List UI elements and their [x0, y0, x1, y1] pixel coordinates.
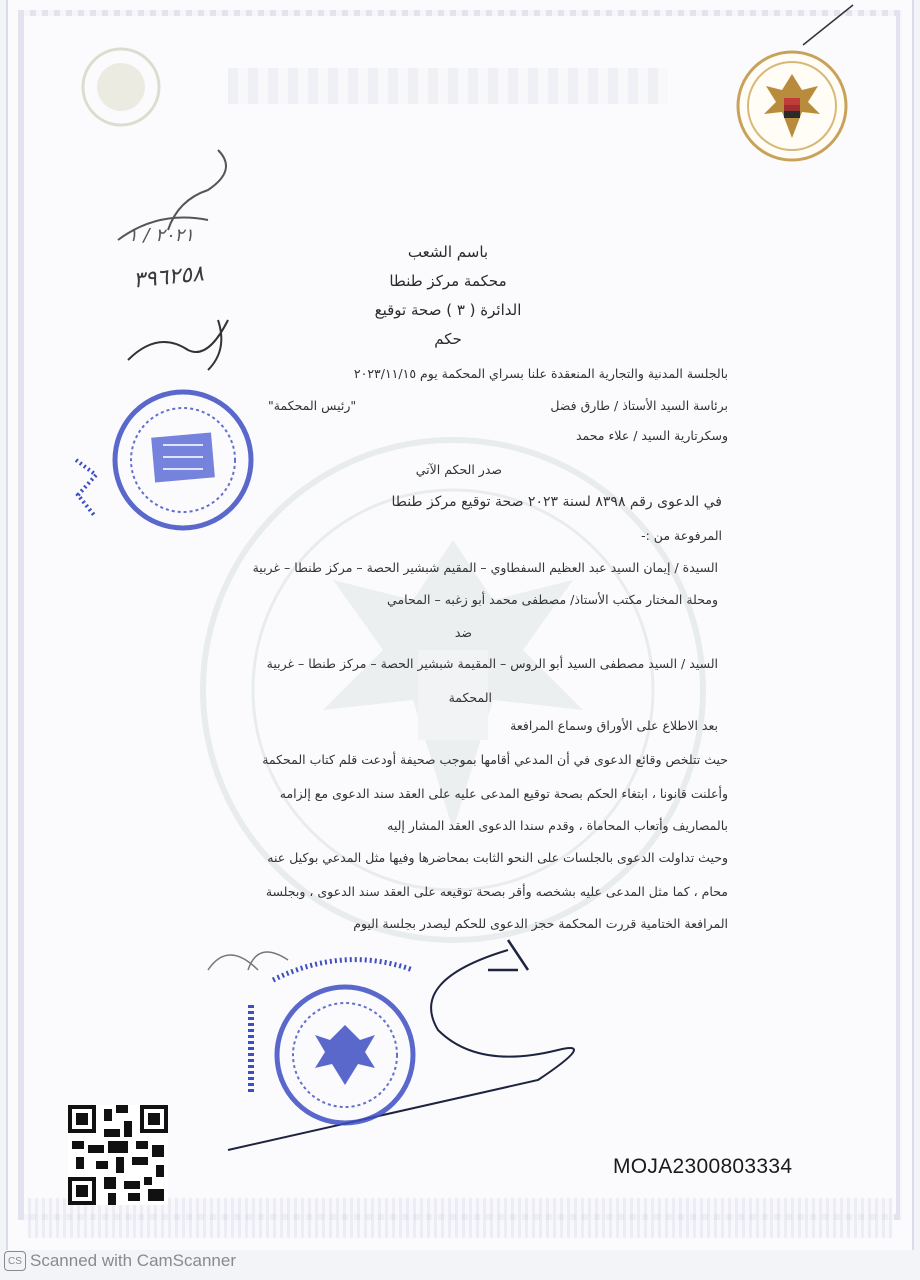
document-id: MOJA2300803334 — [613, 1155, 793, 1178]
defendant-line: السيد / السيد مصطفى السيد أبو الروس – المقيمة شبشير الحصة – مركز طنطا – غربية — [266, 656, 718, 671]
facts-line-4: وحيث تداولت الدعوى بالجلسات على النحو الثابت بمحاضرها وفيها مثل المدعي بوكيل عنه — [267, 850, 728, 865]
circuit-line: الدائرة ( ٣ ) صحة توقيع — [374, 301, 522, 319]
handwritten-number: ٣٩٦٢٥٨ — [131, 261, 206, 294]
ruling-heading: حكم — [434, 330, 462, 348]
secretary-line: وسكرتارية السيد / علاء محمد — [575, 428, 728, 443]
issued-line: صدر الحكم الآتي — [415, 462, 502, 477]
facts-line-2: وأعلنت قانونا ، ابتغاء الحكم بصحة توقيع المدعى عليه على العقد سند الدعوى مع إلزامه — [279, 786, 728, 801]
stamp-smudge-icon — [66, 455, 106, 525]
document-page — [6, 0, 914, 1250]
camscanner-label: Scanned with CamScanner — [30, 1251, 237, 1270]
camscanner-watermark — [4, 1250, 236, 1272]
facts-line-1: حيث تتلخص وقائع الدعوى في أن المدعي أقامها بموجب صحيفة أودعت قلم كتاب المحكمة — [262, 752, 728, 767]
facts-line-6: المرافعة الختامية قررت المحكمة حجز الدعوى للحكم ليصدر بجلسة اليوم — [353, 916, 728, 931]
president-title: "رئيس المحكمة" — [268, 398, 357, 413]
against-line: ضد — [454, 625, 472, 640]
plaintiff-counsel-line: ومحلة المختار مكتب الأستاذ/ مصطفى محمد أبو زغبه – المحامي — [387, 592, 718, 607]
case-line: في الدعوى رقم ٨٣٩٨ لسنة ٢٠٢٣ صحة توقيع مركز طنطا — [391, 494, 722, 510]
president-line: برئاسة السيد الأستاذ / طارق فضل — [550, 398, 728, 413]
qr-code-icon[interactable] — [68, 1105, 168, 1205]
court-stamp-icon — [108, 385, 258, 535]
reviewed-line: بعد الاطلاع على الأوراق وسماع المرافعة — [510, 718, 718, 733]
document-header — [308, 238, 588, 354]
header-pattern — [228, 68, 668, 104]
court-section-heading: المحكمة — [448, 690, 492, 705]
court-name: محكمة مركز طنطا — [389, 272, 507, 290]
ministry-emblem-icon — [736, 50, 848, 162]
camscanner-logo-icon: CS — [4, 1251, 26, 1271]
stamp-edge-icon — [236, 1000, 266, 1100]
facts-line-3: بالمصاريف وأتعاب المحاماة ، وقدم سندا الدعوى العقد المشار إليه — [387, 818, 728, 833]
handwritten-date: ٢٠٢١ / ١ — [128, 225, 194, 246]
filed-by-line: المرفوعة من :- — [641, 528, 722, 543]
stamp-smudge-bottom-icon — [263, 950, 423, 990]
bismillah-line: باسم الشعب — [407, 243, 489, 261]
session-line: بالجلسة المدنية والتجارية المنعقدة علنا بسراي المحكمة يوم ٢٠٢٣/١١/١٥ — [353, 366, 728, 381]
court-stamp-bottom-icon — [270, 980, 420, 1130]
facts-line-5: محام ، كما مثل المدعى عليه بشخصه وأقر بصحة توقيعه على العقد سند الدعوى ، وبجلسة — [265, 884, 728, 899]
scribble-line-icon — [798, 0, 858, 50]
plaintiff-line: السيدة / إيمان السيد عبد العظيم السفطاوي – المقيم شبشير الحصة – مركز طنطا – غربية — [252, 560, 718, 575]
faint-emblem-icon — [76, 42, 166, 132]
